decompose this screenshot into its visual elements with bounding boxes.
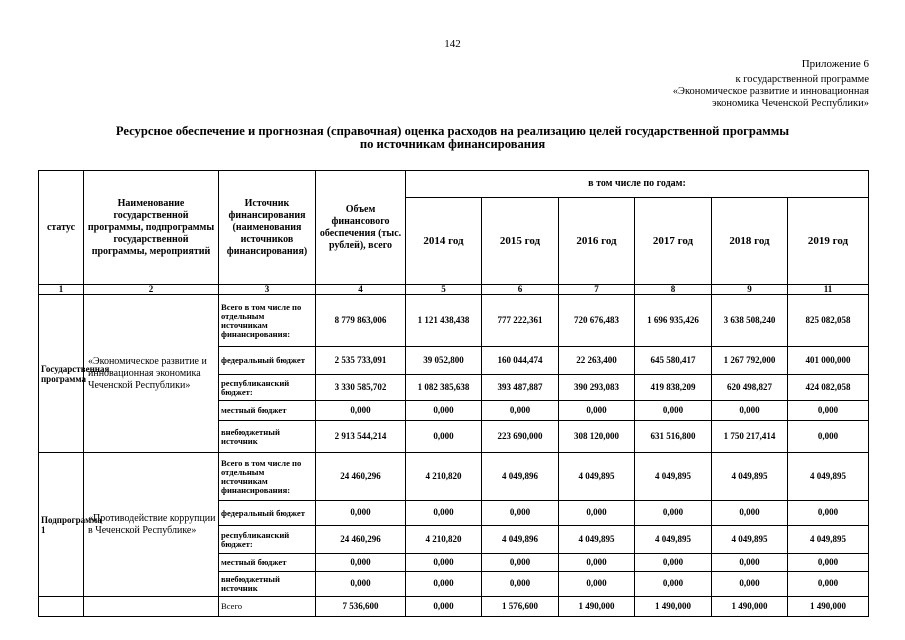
header-year: 2016 год: [559, 198, 635, 285]
status-cell: Подпрограмма 1: [39, 453, 84, 597]
year-value-cell: 1 696 935,426: [635, 295, 712, 347]
total-cell: 0,000: [316, 554, 406, 572]
header-year: 2017 год: [635, 198, 712, 285]
column-number: 6: [482, 285, 559, 295]
source-cell: местный бюджет: [219, 401, 316, 421]
year-value-cell: 0,000: [712, 572, 788, 597]
table-row: [39, 453, 869, 501]
year-value-cell: 0,000: [788, 572, 869, 597]
program-name-cell: «Экономическое развитие и инновационная экономика Чеченской Республики»: [84, 295, 219, 453]
year-value-cell: 620 498,827: [712, 375, 788, 401]
column-number: 11: [788, 285, 869, 295]
column-number: 3: [219, 285, 316, 295]
year-value-cell: 0,000: [712, 501, 788, 526]
source-cell: Всего: [219, 597, 316, 617]
year-value-cell: 4 210,820: [406, 526, 482, 554]
year-value-cell: 1 121 438,438: [406, 295, 482, 347]
total-cell: 24 460,296: [316, 453, 406, 501]
year-value-cell: 0,000: [406, 572, 482, 597]
year-value-cell: 1 490,000: [788, 597, 869, 617]
year-value-cell: 0,000: [635, 572, 712, 597]
year-value-cell: 0,000: [635, 501, 712, 526]
year-value-cell: 0,000: [788, 554, 869, 572]
source-cell: внебюджетный источник: [219, 421, 316, 453]
year-value-cell: 0,000: [406, 401, 482, 421]
year-value-cell: 4 049,895: [559, 453, 635, 501]
column-number: 2: [84, 285, 219, 295]
source-cell: Всего в том числе по отдельным источникам финансирования:: [219, 453, 316, 501]
year-value-cell: 0,000: [482, 501, 559, 526]
year-value-cell: 631 516,800: [635, 421, 712, 453]
source-cell: федеральный бюджет: [219, 347, 316, 375]
year-value-cell: 0,000: [559, 501, 635, 526]
column-number: 1: [39, 285, 84, 295]
header-by-years: в том числе по годам:: [406, 171, 869, 198]
column-number: 5: [406, 285, 482, 295]
year-value-cell: 1 576,600: [482, 597, 559, 617]
year-value-cell: 1 490,000: [635, 597, 712, 617]
year-value-cell: 1 082 385,638: [406, 375, 482, 401]
year-value-cell: 1 750 217,414: [712, 421, 788, 453]
total-cell: 2 913 544,214: [316, 421, 406, 453]
year-value-cell: 1 267 792,000: [712, 347, 788, 375]
year-value-cell: 424 082,058: [788, 375, 869, 401]
table-row: [39, 597, 869, 617]
appendix-label: Приложение 6: [801, 58, 869, 70]
year-value-cell: 308 120,000: [559, 421, 635, 453]
year-value-cell: 4 049,895: [712, 526, 788, 554]
header-name: Наименование государственной программы, подпрограммы государственной программы, мероприятий: [84, 171, 219, 285]
column-number: 4: [316, 285, 406, 295]
header-year: 2018 год: [712, 198, 788, 285]
year-value-cell: 0,000: [406, 421, 482, 453]
program-reference: [673, 74, 869, 110]
column-number: 8: [635, 285, 712, 295]
source-cell: республиканский бюджет:: [219, 375, 316, 401]
year-value-cell: 0,000: [406, 501, 482, 526]
document-title-line: Ресурсное обеспечение и прогнозная (справочная) оценка расходов на реализацию целей государственной программы: [115, 124, 790, 138]
year-value-cell: 3 638 508,240: [712, 295, 788, 347]
year-value-cell: 4 049,895: [788, 526, 869, 554]
resource-table: [38, 170, 869, 617]
document-title: [0, 125, 905, 151]
source-cell: федеральный бюджет: [219, 501, 316, 526]
total-cell: 7 536,600: [316, 597, 406, 617]
year-value-cell: 393 487,887: [482, 375, 559, 401]
status-cell: [39, 597, 84, 617]
header-source: Источник финансирования (наименования источников финансирования): [219, 171, 316, 285]
year-value-cell: 4 049,895: [635, 453, 712, 501]
year-value-cell: 0,000: [482, 554, 559, 572]
year-value-cell: 0,000: [406, 597, 482, 617]
program-name-cell: [84, 597, 219, 617]
source-cell: внебюджетный источник: [219, 572, 316, 597]
program-reference-line: к государственной программе: [735, 74, 869, 85]
total-cell: 3 330 585,702: [316, 375, 406, 401]
column-number-row: [39, 285, 869, 295]
header-status: статус: [39, 171, 84, 285]
year-value-cell: 0,000: [482, 572, 559, 597]
year-value-cell: 0,000: [559, 554, 635, 572]
year-value-cell: 1 490,000: [712, 597, 788, 617]
year-value-cell: 4 049,895: [788, 453, 869, 501]
total-cell: 0,000: [316, 401, 406, 421]
total-cell: 24 460,296: [316, 526, 406, 554]
year-value-cell: 0,000: [482, 401, 559, 421]
document-title-line: по источникам финансирования: [359, 137, 546, 151]
source-cell: республиканский бюджет:: [219, 526, 316, 554]
program-name-cell: «Противодействие коррупции в Чеченской Республике»: [84, 453, 219, 597]
year-value-cell: 22 263,400: [559, 347, 635, 375]
year-value-cell: 0,000: [712, 401, 788, 421]
year-value-cell: 4 049,895: [712, 453, 788, 501]
page-number: 142: [444, 38, 461, 50]
total-cell: 2 535 733,091: [316, 347, 406, 375]
year-value-cell: 0,000: [559, 572, 635, 597]
year-value-cell: 0,000: [635, 554, 712, 572]
year-value-cell: 645 580,417: [635, 347, 712, 375]
source-cell: местный бюджет: [219, 554, 316, 572]
header-volume: Объем финансового обеспечения (тыс. рублей), всего: [316, 171, 406, 285]
year-value-cell: 0,000: [788, 421, 869, 453]
year-value-cell: 4 210,820: [406, 453, 482, 501]
header-year: 2015 год: [482, 198, 559, 285]
year-value-cell: 720 676,483: [559, 295, 635, 347]
header-year: 2014 год: [406, 198, 482, 285]
year-value-cell: 4 049,896: [482, 453, 559, 501]
status-cell: Государственная программа: [39, 295, 84, 453]
year-value-cell: 0,000: [559, 401, 635, 421]
total-cell: 0,000: [316, 501, 406, 526]
year-value-cell: 777 222,361: [482, 295, 559, 347]
source-cell: Всего в том числе по отдельным источникам финансирования:: [219, 295, 316, 347]
year-value-cell: 419 838,209: [635, 375, 712, 401]
header-year: 2019 год: [788, 198, 869, 285]
table-row: [39, 295, 869, 347]
year-value-cell: 0,000: [712, 554, 788, 572]
year-value-cell: 4 049,896: [482, 526, 559, 554]
year-value-cell: 4 049,895: [635, 526, 712, 554]
year-value-cell: 1 490,000: [559, 597, 635, 617]
year-value-cell: 825 082,058: [788, 295, 869, 347]
column-number: 7: [559, 285, 635, 295]
year-value-cell: 223 690,000: [482, 421, 559, 453]
program-reference-line: экономика Чеченской Республики»: [712, 98, 869, 109]
year-value-cell: 0,000: [788, 501, 869, 526]
column-number: 9: [712, 285, 788, 295]
year-value-cell: 4 049,895: [559, 526, 635, 554]
year-value-cell: 401 000,000: [788, 347, 869, 375]
year-value-cell: 0,000: [635, 401, 712, 421]
total-cell: 0,000: [316, 572, 406, 597]
year-value-cell: 39 052,800: [406, 347, 482, 375]
program-reference-line: «Экономическое развитие и инновационная: [672, 86, 869, 97]
year-value-cell: 0,000: [406, 554, 482, 572]
year-value-cell: 390 293,083: [559, 375, 635, 401]
year-value-cell: 0,000: [788, 401, 869, 421]
year-value-cell: 160 044,474: [482, 347, 559, 375]
total-cell: 8 779 863,006: [316, 295, 406, 347]
